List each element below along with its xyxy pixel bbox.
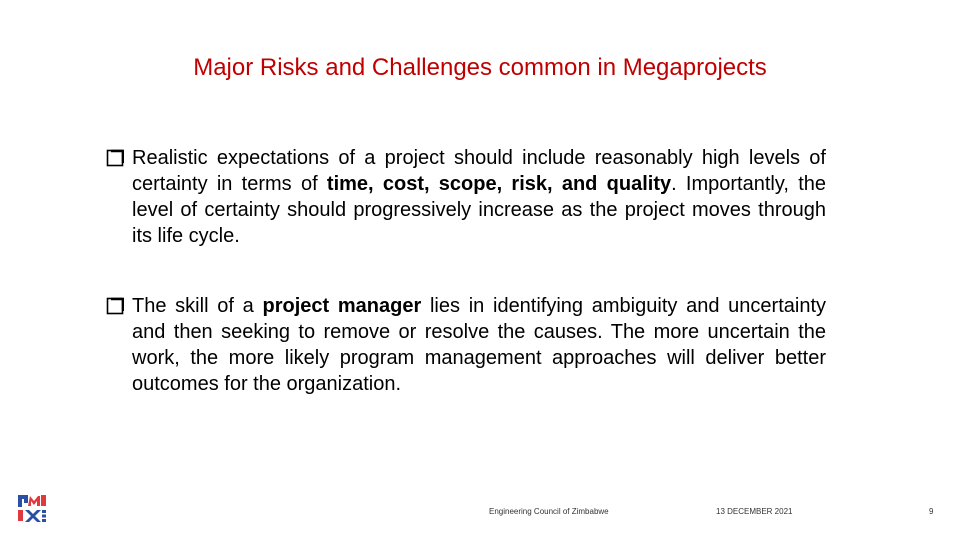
bullet-text: Realistic expectations of a project should include reasonably high levels of certainty in terms of time, cost, scope, risk, and quality. Importantly, the level of certainty should progressively increase as the project moves through its life cycle. [132, 147, 826, 247]
bullet-bold-text: time, cost, scope, risk, and quality [326, 173, 672, 195]
bullet-item [106, 145, 826, 249]
bullet-item [106, 293, 826, 397]
footer-date: 13 DECEMBER 2021 [716, 507, 793, 516]
bullet-bold-text: project manager [262, 295, 422, 317]
page-number: 9 [929, 507, 934, 516]
checkbox-bullet-icon [106, 149, 124, 167]
slide-title: Major Risks and Challenges common in Megaprojects [193, 54, 767, 81]
pmi-logo-icon [16, 492, 48, 524]
bullet-text: The skill of a project manager lies in identifying ambiguity and uncertainty and then seeking to remove or resolve the causes. The more uncertain the work, the more likely program management approaches will deliver better outcomes for the organization. [132, 295, 827, 395]
checkbox-bullet-icon [106, 297, 124, 315]
footer-organization: Engineering Council of Zimbabwe [489, 507, 609, 516]
